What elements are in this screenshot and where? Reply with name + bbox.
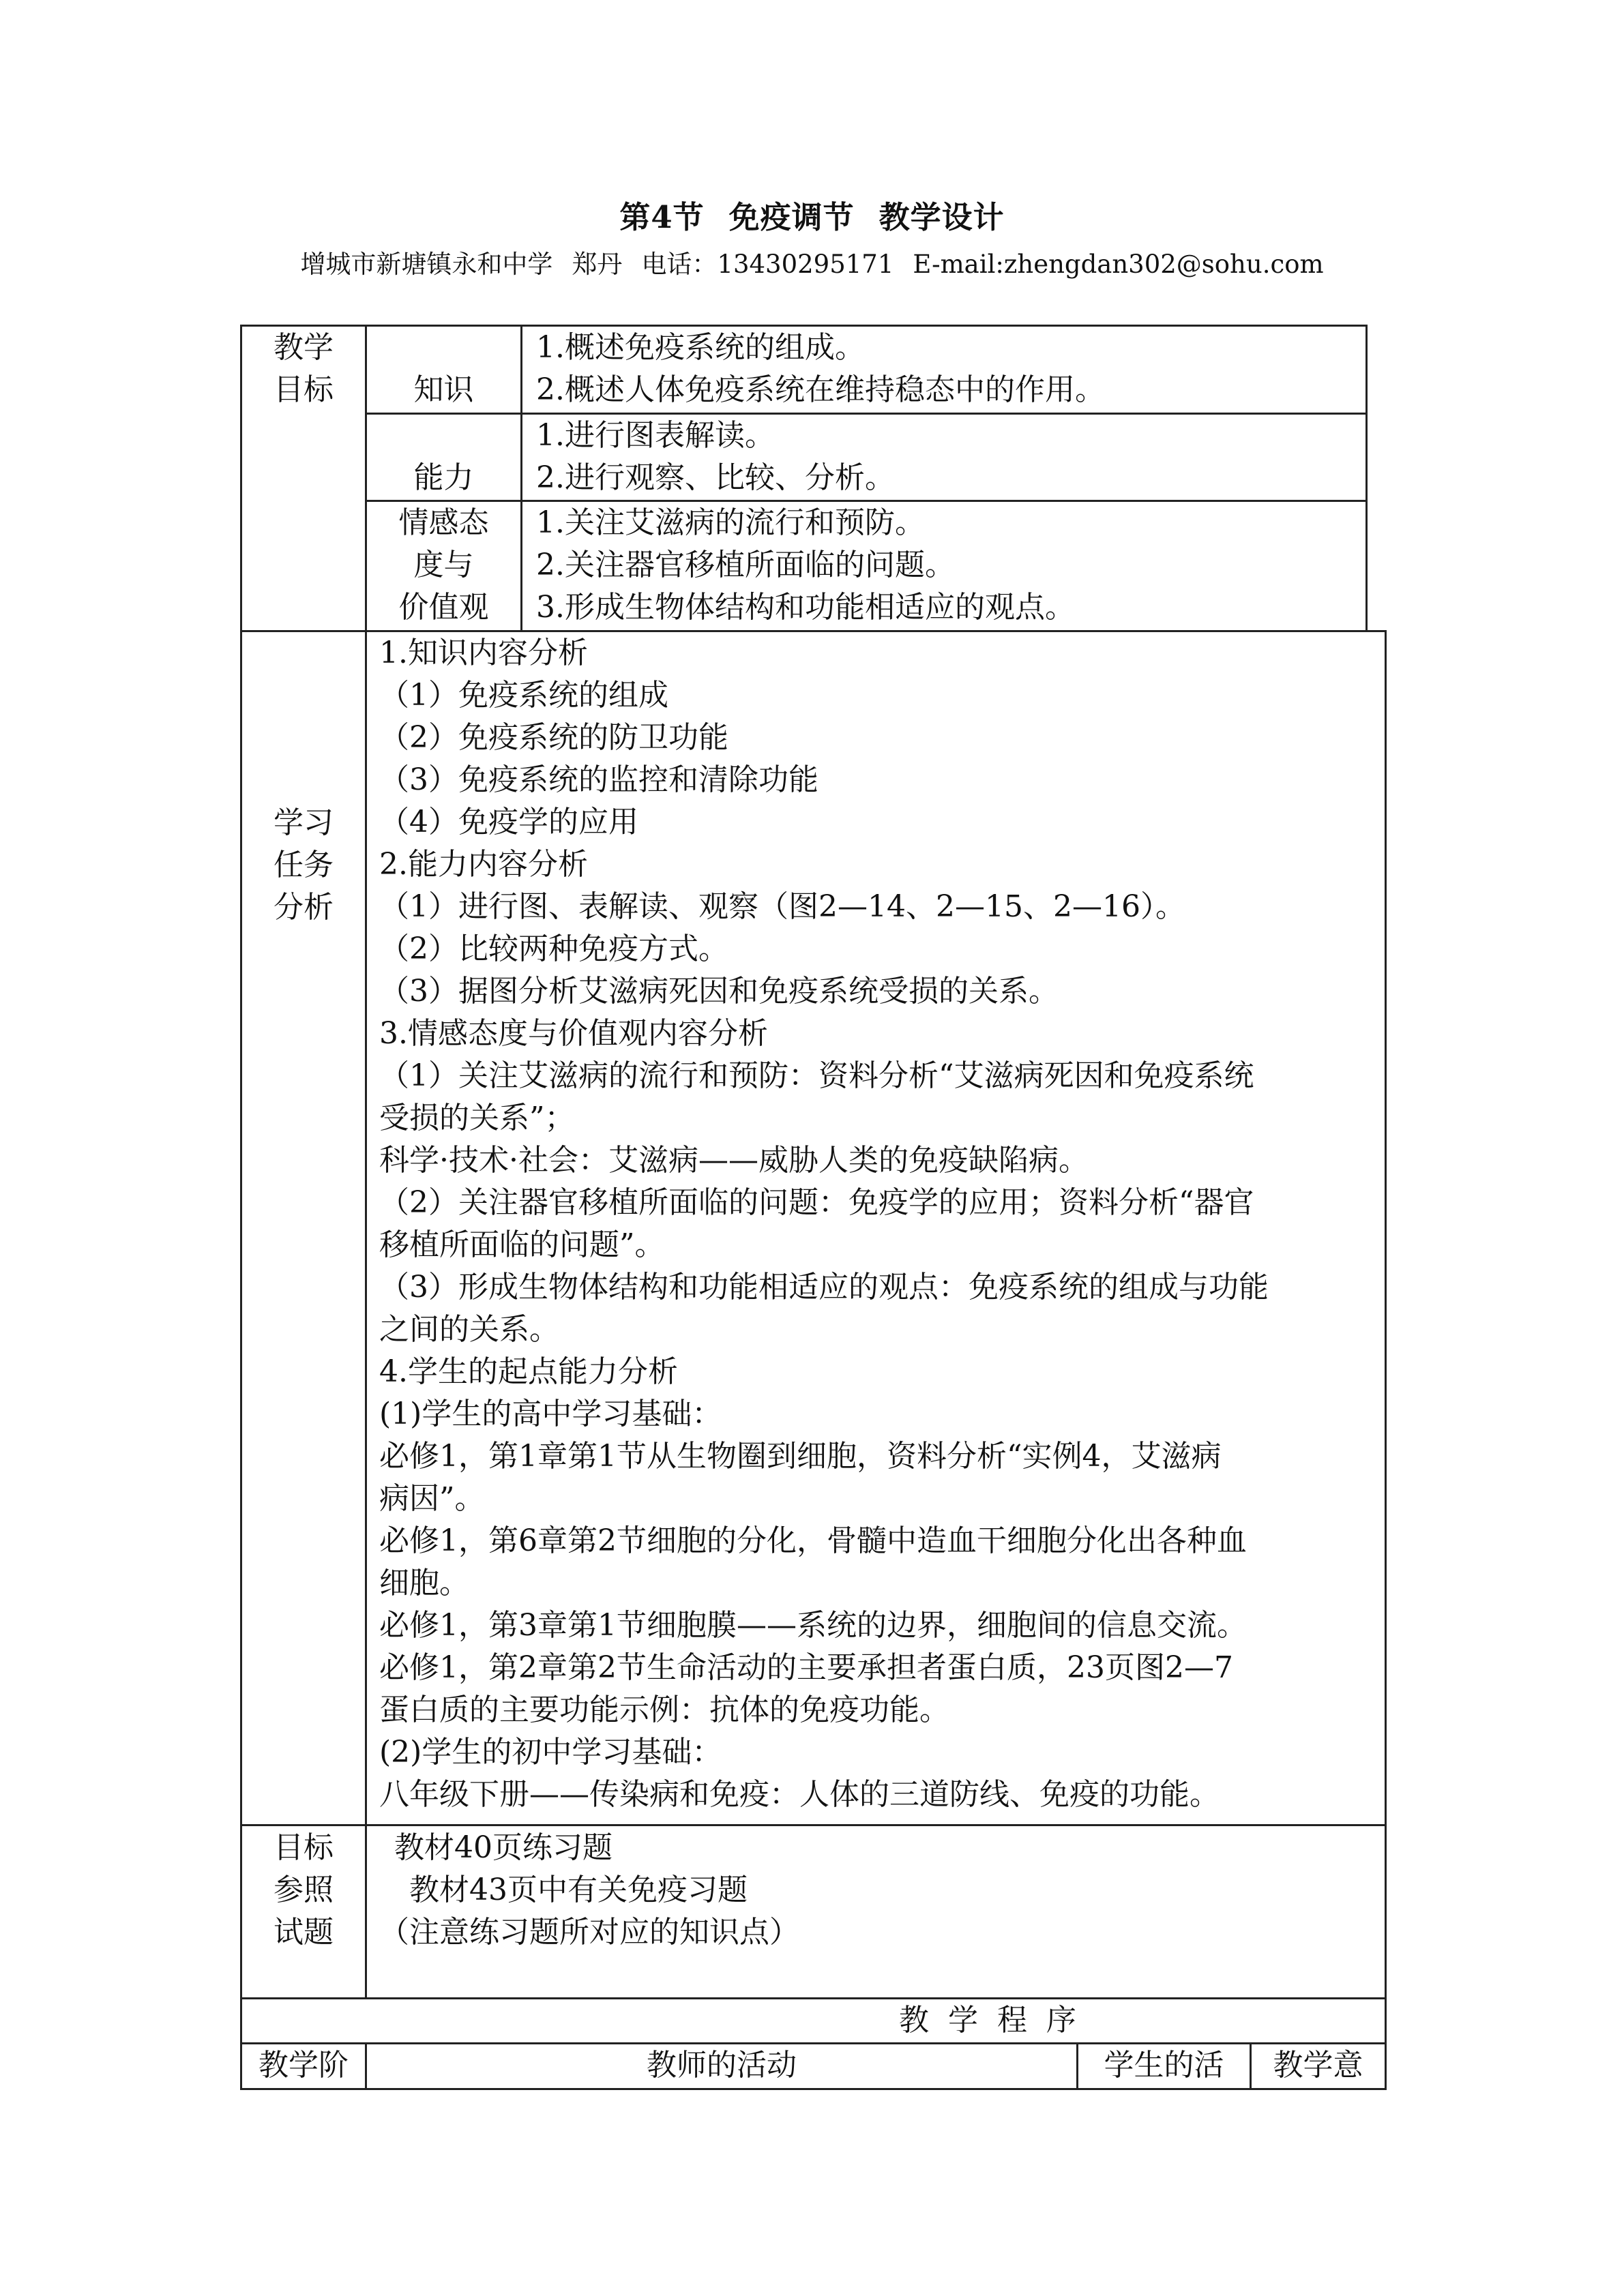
task-line: 4.学生的起点能力分析 xyxy=(379,1354,678,1389)
col-student: 学生的活 xyxy=(1104,2048,1224,2083)
email: E-mail:zhengdan302@sohu.com xyxy=(913,250,1324,279)
emotion-items: 1.关注艾滋病的流行和预防。 2.关注器官移植所面临的问题。 3.形成生物体结构和功能相适应的观点。 xyxy=(536,505,1075,625)
ability-items: 1.进行图表解读。 2.进行观察、比较、分析。 xyxy=(536,418,895,495)
reference-line: （注意练习题所对应的知识点） xyxy=(379,1915,799,1950)
task-line: (2)学生的初中学习基础： xyxy=(379,1735,722,1770)
col-intent: 教学意 xyxy=(1273,2048,1363,2083)
title-section: 第4节 xyxy=(619,199,705,235)
col-stage: 教学阶 xyxy=(259,2048,349,2083)
task-line: 必修1，第6章第2节细胞的分化，骨髓中造血干细胞分化出各种血 xyxy=(379,1523,1247,1558)
procedure-title: 教 学 程 序 xyxy=(899,2003,1076,2038)
objectives-label: 教学 目标 xyxy=(274,330,334,407)
author-info xyxy=(0,243,1624,280)
ability-label: 能力 xyxy=(413,460,474,495)
task-line: 病因”。 xyxy=(379,1481,485,1516)
task-line: 科学·技术·社会：艾滋病——威胁人类的免疫缺陷病。 xyxy=(379,1143,1089,1178)
task-line: 2.能力内容分析 xyxy=(379,847,588,882)
task-line: 必修1，第3章第1节细胞膜——系统的边界，细胞间的信息交流。 xyxy=(379,1608,1247,1643)
task-line: 八年级下册——传染病和免疫：人体的三道防线、免疫的功能。 xyxy=(379,1777,1220,1812)
task-line: 移植所面临的问题”。 xyxy=(379,1227,665,1262)
task-analysis-content xyxy=(379,632,1269,1816)
reference-line: 教材43页中有关免疫习题 xyxy=(409,1873,748,1907)
task-line: (1)学生的高中学习基础： xyxy=(379,1397,722,1431)
task-line: （1）关注艾滋病的流行和预防：资料分析“艾滋病死因和免疫系统 xyxy=(379,1058,1254,1093)
task-line: 受损的关系”； xyxy=(379,1101,575,1135)
title-doc: 教学设计 xyxy=(879,199,1005,235)
teacher-name: 郑丹 xyxy=(572,250,623,279)
task-line: （2）关注器官移植所面临的问题：免疫学的应用；资料分析“器官 xyxy=(379,1185,1254,1220)
task-line: （3）据图分析艾滋病死因和免疫系统受损的关系。 xyxy=(379,974,1059,1009)
task-line: （1）免疫系统的组成 xyxy=(379,678,668,713)
reference-line: 教材40页练习题 xyxy=(394,1830,612,1865)
task-analysis-label: 学习 任务 分析 xyxy=(274,805,334,925)
task-line: 之间的关系。 xyxy=(379,1312,559,1347)
task-line: （1）进行图、表解读、观察（图2—14、2—15、2—16）。 xyxy=(379,889,1185,924)
reference-content xyxy=(379,1827,799,1954)
emotion-label: 情感态 度与 价值观 xyxy=(398,505,489,625)
task-line: （4）免疫学的应用 xyxy=(379,805,638,839)
task-line: 3.情感态度与价值观内容分析 xyxy=(379,1016,768,1051)
page-title xyxy=(0,192,1624,237)
col-teacher: 教师的活动 xyxy=(647,2048,797,2083)
reference-label: 目标 参照 试题 xyxy=(274,1830,334,1950)
school-name: 增城市新塘镇永和中学 xyxy=(300,250,553,279)
task-line: 蛋白质的主要功能示例：抗体的免疫功能。 xyxy=(379,1693,949,1727)
task-line: 1.知识内容分析 xyxy=(379,636,588,670)
phone: 电话：13430295171 xyxy=(641,250,894,279)
task-line: （3）形成生物体结构和功能相适应的观点：免疫系统的组成与功能 xyxy=(379,1270,1269,1304)
title-topic: 免疫调节 xyxy=(728,199,855,235)
knowledge-label: 知识 xyxy=(413,372,474,407)
task-line: （2）比较两种免疫方式。 xyxy=(379,931,728,966)
task-line: 必修1，第1章第1节从生物圈到细胞，资料分析“实例4，艾滋病 xyxy=(379,1439,1222,1474)
task-line: 必修1，第2章第2节生命活动的主要承担者蛋白质，23页图2—7 xyxy=(379,1650,1233,1685)
task-line: 细胞。 xyxy=(379,1566,469,1600)
knowledge-items: 1.概述免疫系统的组成。 2.概述人体免疫系统在维持稳态中的作用。 xyxy=(536,330,1105,407)
task-line: （2）免疫系统的防卫功能 xyxy=(379,720,728,755)
task-line: （3）免疫系统的监控和清除功能 xyxy=(379,762,818,797)
